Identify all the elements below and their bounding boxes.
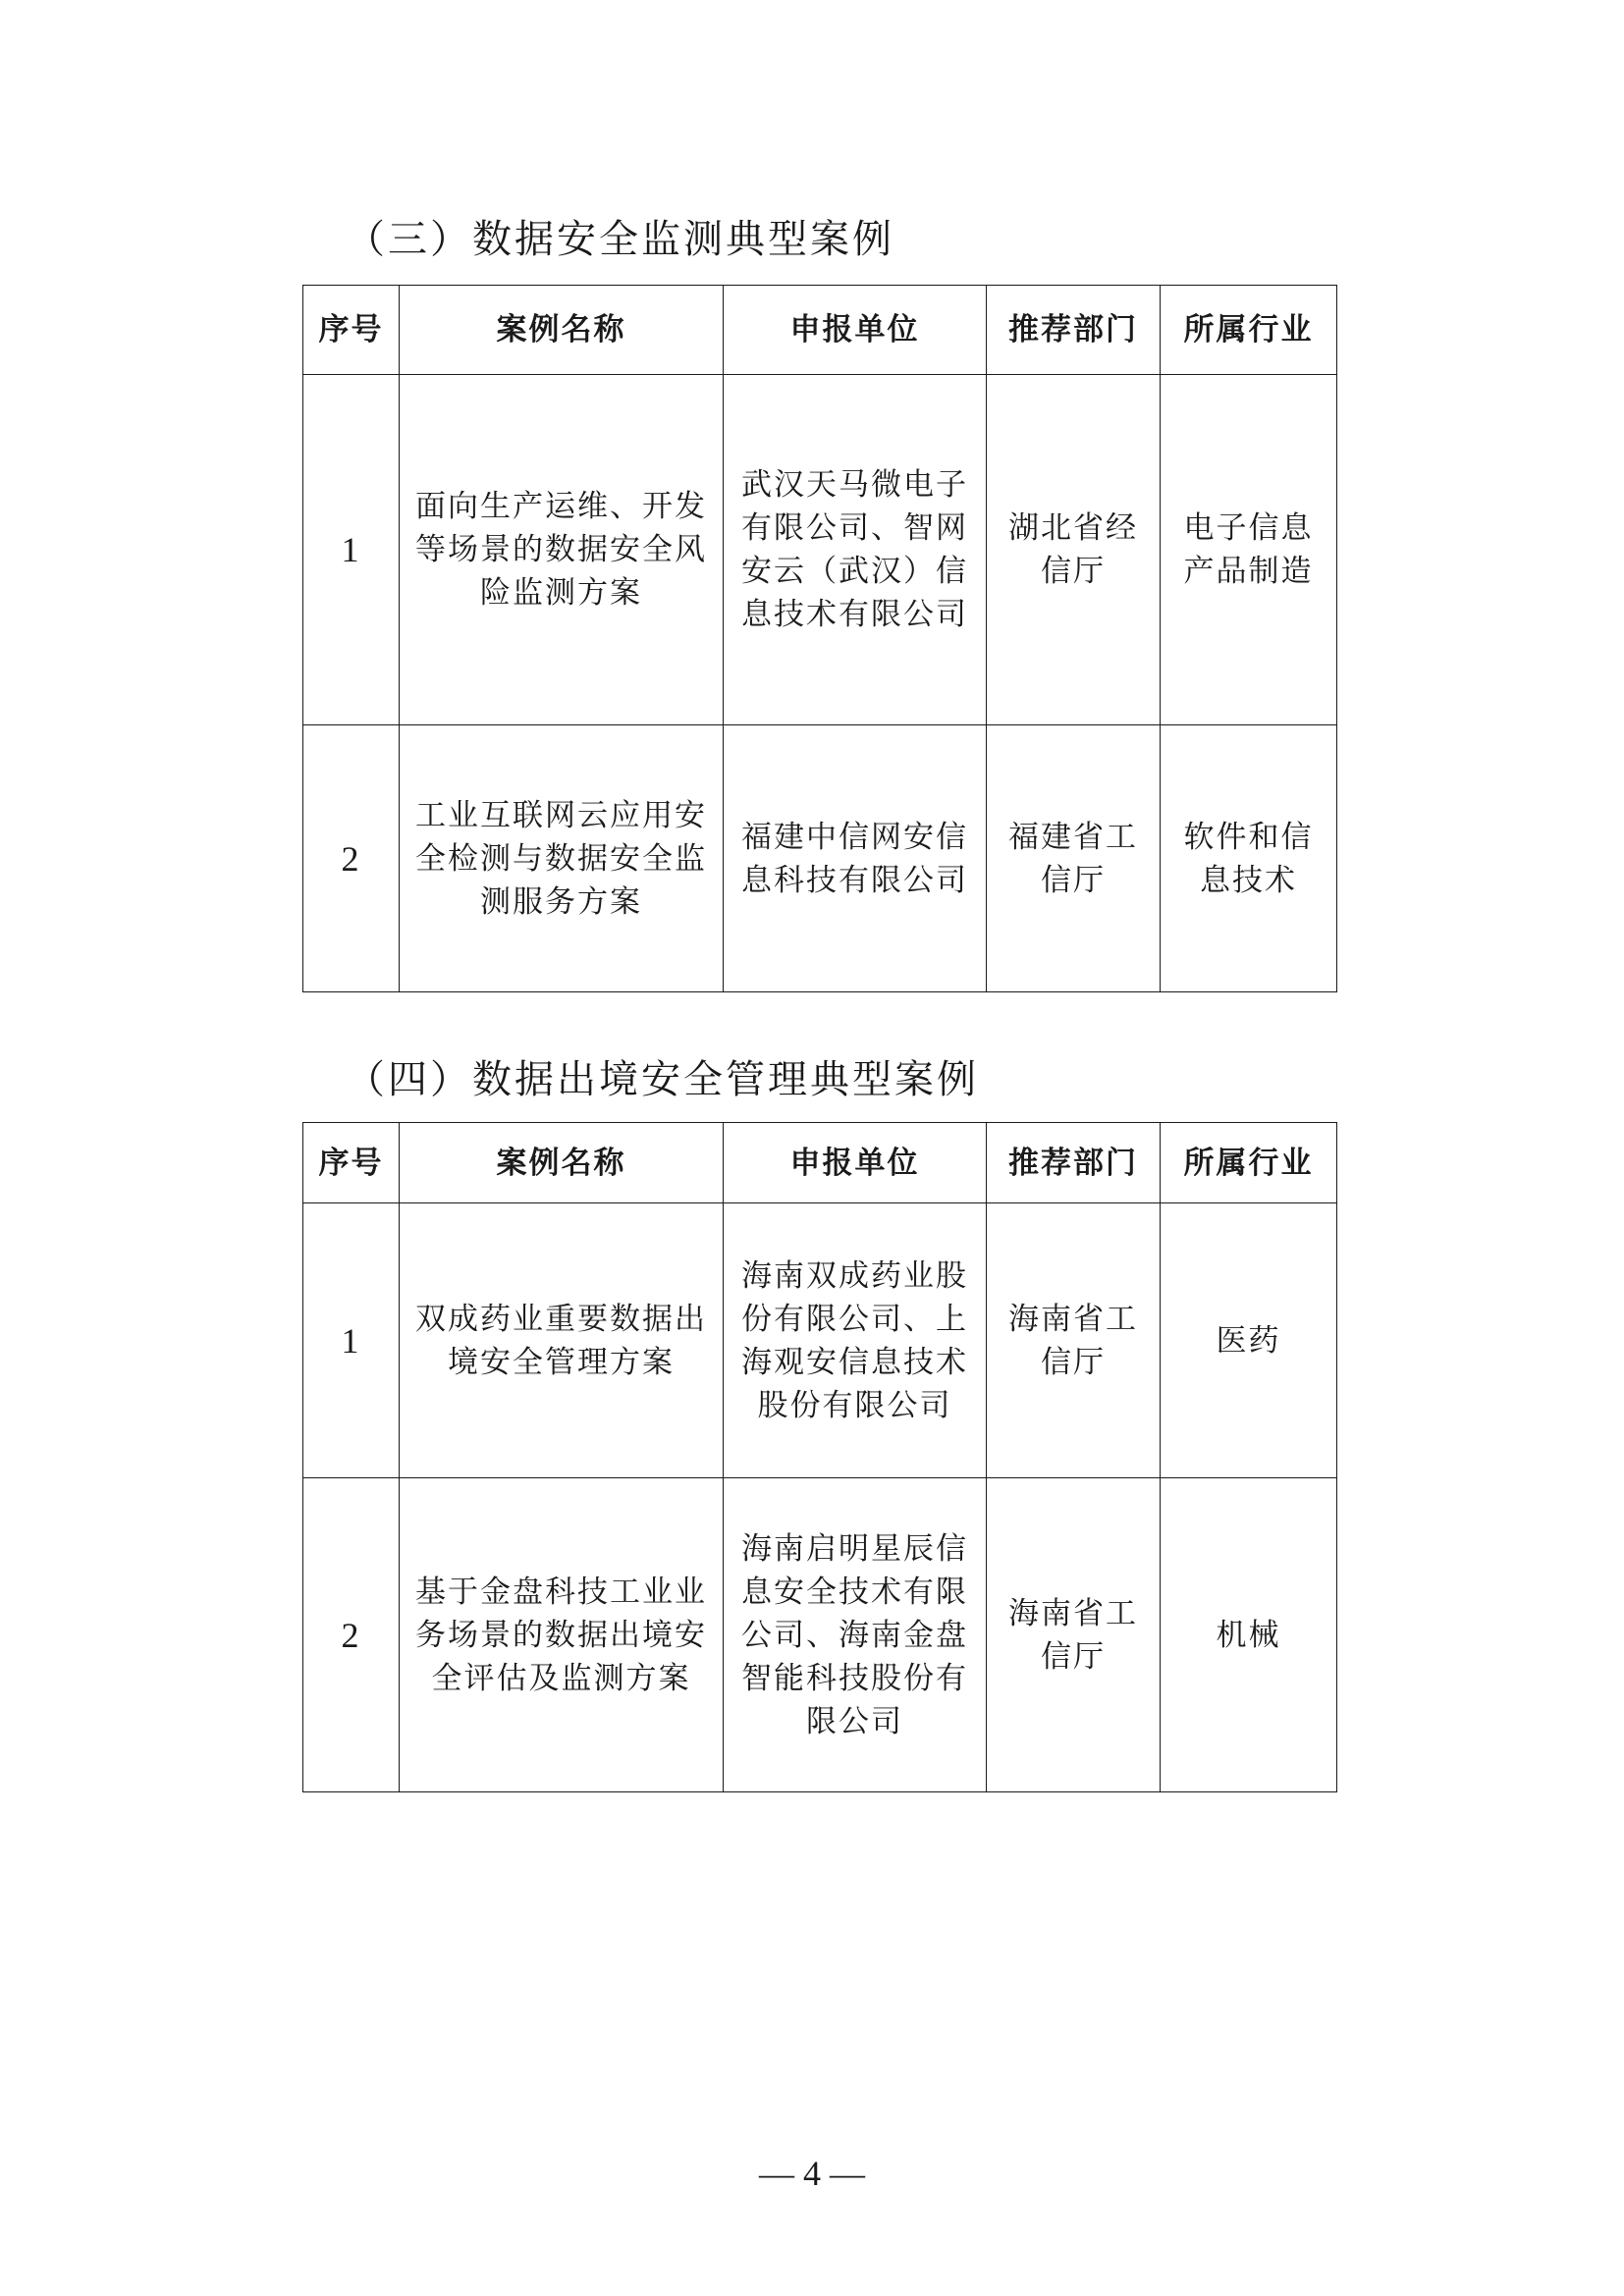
row-num: 1	[303, 375, 400, 725]
row-num: 2	[303, 1478, 400, 1792]
row-case-name: 面向生产运维、开发等场景的数据安全风险监测方案	[400, 375, 724, 725]
row-industry: 电子信息产品制造	[1161, 375, 1337, 725]
section-3-table	[302, 285, 1337, 992]
row-industry: 机械	[1161, 1478, 1337, 1792]
page-number: — 4 —	[759, 2154, 865, 2193]
table-header-row	[303, 1123, 1337, 1203]
row-recommending-dept: 海南省工信厅	[987, 1203, 1161, 1478]
header-industry: 所属行业	[1161, 1123, 1337, 1203]
row-num: 2	[303, 725, 400, 992]
table-header-row	[303, 286, 1337, 375]
section-4-title: （四）数据出境安全管理典型案例	[346, 1057, 979, 1102]
row-recommending-dept: 福建省工信厅	[987, 725, 1161, 992]
row-recommending-dept: 海南省工信厅	[987, 1478, 1161, 1792]
header-name: 案例名称	[400, 1123, 724, 1203]
row-applicant-unit: 福建中信网安信息科技有限公司	[724, 725, 987, 992]
row-applicant-unit: 武汉天马微电子有限公司、智网安云（武汉）信息技术有限公司	[724, 375, 987, 725]
table-row	[303, 375, 1337, 725]
section-3-title: （三）数据安全监测典型案例	[346, 217, 894, 262]
header-industry: 所属行业	[1161, 286, 1337, 375]
header-num: 序号	[303, 286, 400, 375]
row-num: 1	[303, 1203, 400, 1478]
header-unit: 申报单位	[724, 286, 987, 375]
section-4-table	[302, 1122, 1337, 1792]
header-dept: 推荐部门	[987, 1123, 1161, 1203]
table-row	[303, 725, 1337, 992]
row-industry: 软件和信息技术	[1161, 725, 1337, 992]
row-recommending-dept: 湖北省经信厅	[987, 375, 1161, 725]
row-applicant-unit: 海南双成药业股份有限公司、上海观安信息技术股份有限公司	[724, 1203, 987, 1478]
header-name: 案例名称	[400, 286, 724, 375]
header-num: 序号	[303, 1123, 400, 1203]
header-unit: 申报单位	[724, 1123, 987, 1203]
table-row	[303, 1478, 1337, 1792]
row-industry: 医药	[1161, 1203, 1337, 1478]
header-dept: 推荐部门	[987, 286, 1161, 375]
row-case-name: 双成药业重要数据出境安全管理方案	[400, 1203, 724, 1478]
row-case-name: 工业互联网云应用安全检测与数据安全监测服务方案	[400, 725, 724, 992]
row-case-name: 基于金盘科技工业业务场景的数据出境安全评估及监测方案	[400, 1478, 724, 1792]
row-applicant-unit: 海南启明星辰信息安全技术有限公司、海南金盘智能科技股份有限公司	[724, 1478, 987, 1792]
table-row	[303, 1203, 1337, 1478]
